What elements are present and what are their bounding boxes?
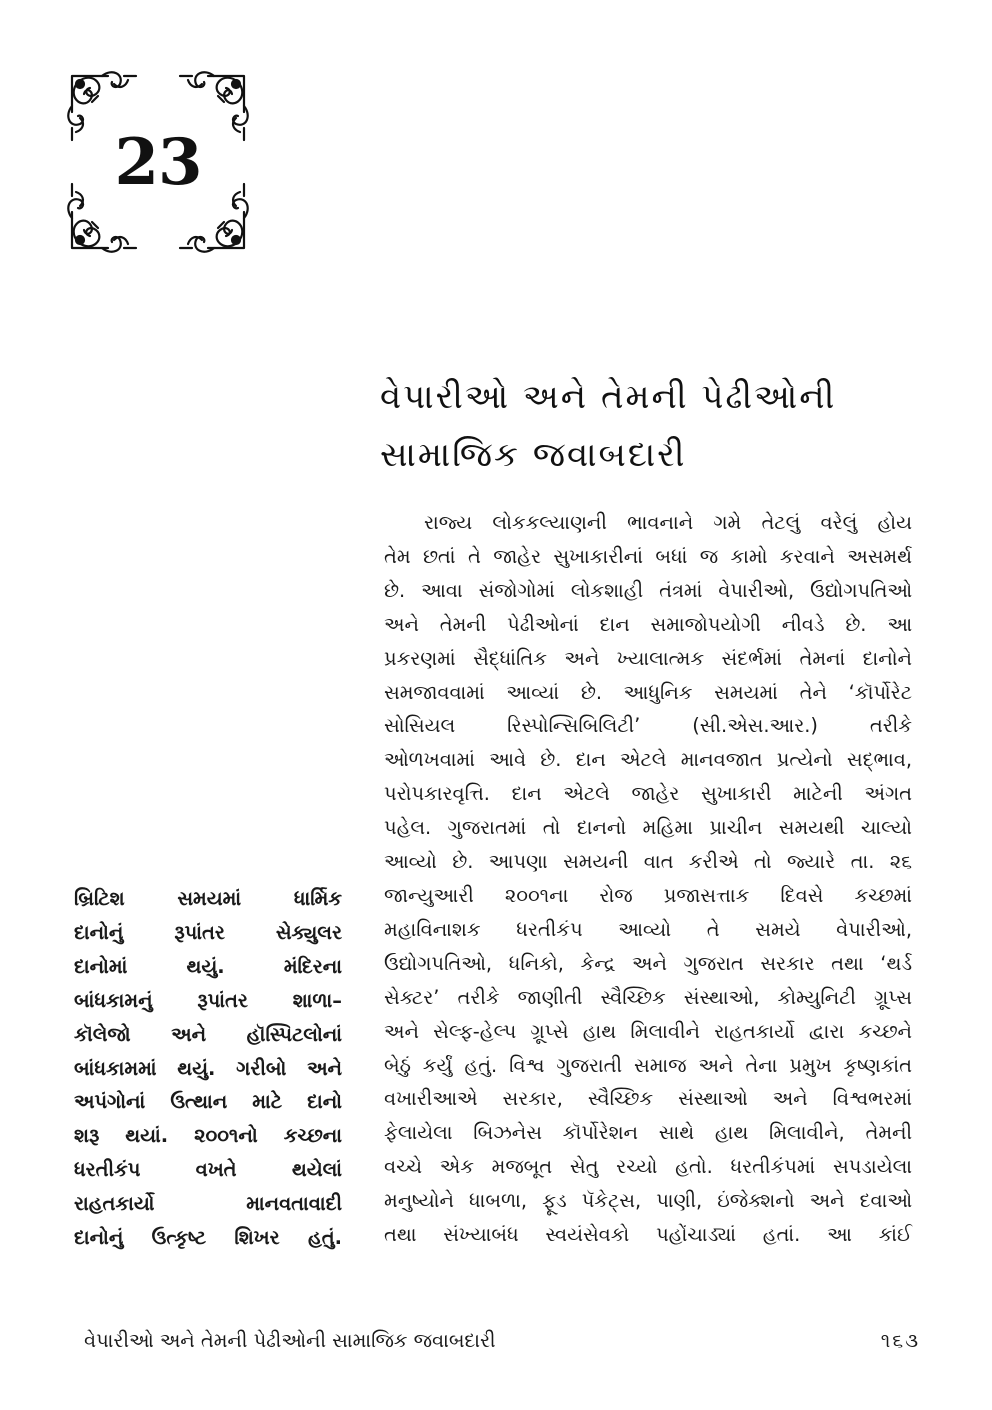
sidebar-line: દાનોમાં થયું. મંદિરના [74, 954, 342, 978]
body-line: વચ્ચે એક મજબૂત સેતુ રચ્યો હતો. ધરતીકંપમાં સપડાયેલા [384, 1155, 912, 1179]
sidebar-line: બ્રિટિશ સમયમાં ધાર્મિક [74, 887, 342, 910]
body-line: મનુષ્યોને ધાબળા, ફૂડ પૅકેટ્સ, પાણી, ઇંજેક્શનો અને દવાઓ [384, 1189, 912, 1213]
body-line: ફેલાયેલા બિઝનેસ કૉર્પોરેશન સાથે હાથ મિલાવીને, તેમની [384, 1121, 912, 1145]
sidebar-line: અપંગોનાં ઉત્થાન માટે દાનો [74, 1090, 342, 1114]
body-line: સેક્ટર’ તરીકે જાણીતી સ્વૈચ્છિક સંસ્થાઓ, કોમ્યુનિટી ગ્રૂપ્સ [384, 985, 912, 1009]
body-line: સમજાવવામાં આવ્યાં છે. આધુનિક સમયમાં તેને ‘કૉર્પોરેટ [384, 680, 912, 704]
sidebar-line: દાનોનું ઉત્કૃષ્ટ શિખર હતું. [74, 1226, 342, 1250]
body-line: પરોપકારવૃત્તિ. દાન એટલે જાહેર સુખાકારી માટેની અંગત [384, 782, 912, 806]
page-footer [84, 1322, 920, 1358]
chapter-title-line: સામાજિક જવાબદારી [380, 435, 687, 475]
sidebar-line: રાહતકાર્યો માનવતાવાદી [74, 1192, 342, 1216]
chapter-number: 23 [114, 124, 202, 200]
chapter-ornament [62, 66, 254, 258]
sidebar-pull-quote [74, 882, 342, 1255]
body-line: સોસિયલ રિસ્પોન્સિબિલિટી’ (સી.એસ.આર.) તરીકે [384, 714, 912, 738]
body-line: મહાવિનાશક ધરતીકંપ આવ્યો તે સમયે વેપારીઓ, [384, 917, 912, 941]
chapter-title-line: વેપારીઓ અને તેમની પેઢીઓની [380, 377, 837, 417]
sidebar-line: દાનોનું રૂપાંતર સેક્યુલર [74, 920, 342, 944]
body-line: છે. આવા સંજોગોમાં લોકશાહી તંત્રમાં વેપારીઓ, ઉદ્યોગપતિઓ [384, 578, 912, 602]
body-line: જાન્યુઆરી ૨૦૦૧ના રોજ પ્રજાસત્તાક દિવસે કચ્છમાં [384, 883, 912, 907]
body-line: તેમ છતાં તે જાહેર સુખાકારીનાં બધાં જ કામો કરવાને અસમર્થ [384, 544, 912, 568]
page-number: ૧૬૩ [880, 1328, 920, 1352]
body-line: ઉદ્યોગપતિઓ, ધનિકો, કેન્દ્ર અને ગુજરાત સરકાર તથા ‘થર્ડ [384, 951, 912, 975]
body-line: પહેલ. ગુજરાતમાં તો દાનનો મહિમા પ્રાચીન સમયથી ચાલ્યો [384, 816, 912, 840]
body-line: તથા સંખ્યાબંધ સ્વયંસેવકો પહોંચાડ્યાં હતાં. આ કાંઈ [384, 1223, 912, 1247]
body-line: વખારીઆએ સરકાર, સ્વૈચ્છિક સંસ્થાઓ અને વિશ્વભરમાં [384, 1087, 912, 1111]
body-line: રાજ્ય લોકકલ્યાણની ભાવનાને ગમે તેટલું વરેલું હોય [424, 511, 912, 534]
body-line: ઓળખવામાં આવે છે. દાન એટલે માનવજાત પ્રત્યેનો સદ્‌ભાવ, [384, 748, 912, 772]
sidebar-line: બાંધકામમાં થયું. ગરીબો અને [74, 1056, 342, 1080]
body-line: બેઠું કર્યું હતું. વિશ્વ ગુજરાતી સમાજ અને તેના પ્રમુખ કૃષ્ણકાંત [384, 1053, 912, 1077]
body-line: અને તેમની પેઢીઓનાં દાન સમાજોપયોગી નીવડે છે. આ [384, 612, 912, 636]
running-title: વેપારીઓ અને તેમની પેઢીઓની સામાજિક જવાબદારી [84, 1328, 496, 1352]
body-line: પ્રકરણમાં સૈદ્ધાંતિક અને ખ્યાલાત્મક સંદર્ભમાં તેમનાં દાનોને [384, 646, 912, 670]
chapter-title [380, 368, 940, 484]
sidebar-line: શરૂ થયાં. ૨૦૦૧નો કચ્છના [74, 1124, 342, 1148]
sidebar-line: કૉલેજો અને હૉસ્પિટલોનાં [74, 1022, 342, 1046]
sidebar-line: બાંધકામનું રૂપાંતર શાળા– [74, 988, 342, 1012]
sidebar-line: ધરતીકંપ વખતે થયેલાં [74, 1158, 342, 1182]
body-line: અને સેલ્ફ-હેલ્પ ગ્રૂપ્સે હાથ મિલાવીને રાહતકાર્યો દ્વારા કચ્છને [384, 1019, 912, 1043]
body-line: આવ્યો છે. આપણા સમયની વાત કરીએ તો જ્યારે તા. ૨૬ [384, 850, 912, 874]
body-text [384, 506, 912, 1252]
